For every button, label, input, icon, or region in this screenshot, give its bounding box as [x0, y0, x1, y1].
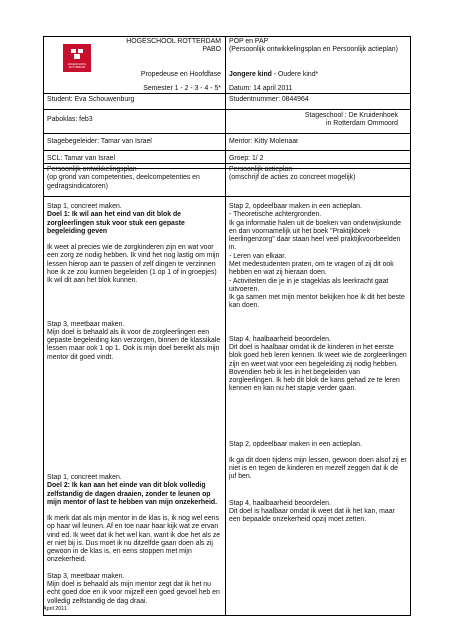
group-label: Groep: 1/ 2 — [229, 155, 264, 162]
pabo-class: Paboklas: feb3 — [44, 110, 226, 133]
header-left-cell — [44, 37, 226, 93]
right-step2b-title: Stap 2, opdeelbaar maken in een actieplan. — [229, 440, 362, 448]
jongere-kind: Jongere kind — [229, 71, 272, 78]
student-number: Studentnummer: 0844964 — [229, 96, 309, 103]
page-footer: April 2011 — [43, 606, 67, 612]
right-step2a-title: Stap 2, opdeelbaar maken in een actieplan. — [229, 203, 362, 210]
logo-text-2: ROTTERDAM — [68, 66, 86, 70]
left-step1-title: Stap 1, concreet maken. — [47, 203, 122, 210]
left-step1b-title: Stap 1, concreet maken. — [47, 473, 122, 481]
class-row — [44, 110, 410, 134]
header-row — [44, 37, 410, 94]
student-name: Student: Eva Schouwenburg — [44, 94, 226, 109]
student-row — [44, 94, 410, 110]
pop-header-title: Persoonlijk ontwikkelingsplan — [47, 166, 137, 173]
header-right-cell — [226, 37, 410, 93]
left-step3b-text: Mijn doel is behaald als mijn mentor zegt dat ik het nu echt goed doe en ik voor mijzelf een goed gevoel heb en volledig zelfstandig de dag draai. — [47, 581, 220, 605]
right-step2b-text: Ik ga dit doen tijdens mijn lessen, gewoon doen alsof zij er niet is en tegen de kinderen en mezelf zeggen dat ik de juf ben. — [229, 456, 407, 481]
internship-school — [226, 110, 410, 133]
mentor-name: Mentor: Kitty Molenaar — [229, 138, 299, 145]
logo-text-1: HOGESCHOOL — [67, 63, 87, 67]
pop-header-subtitle: (op grond van competenties, deelcompetenties en gedragsindicatoren) — [47, 174, 200, 190]
pop-line-1: POP en PAP — [229, 38, 269, 45]
left-step3a-title: Stap 3, meetbaar maken. — [47, 320, 125, 328]
supervisor-row — [44, 134, 410, 151]
header-table — [43, 36, 411, 169]
internship-school-line-2: in Rotterdam Ommoord — [326, 120, 398, 128]
oudere-kind: - Oudere kind* — [271, 71, 319, 78]
age-group-label — [229, 71, 318, 79]
date-label: Datum: 14 april 2011 — [229, 85, 293, 92]
plan-header-row — [44, 164, 410, 197]
logo-mark-icon — [69, 48, 85, 60]
school-name — [126, 38, 221, 55]
left-step3b-title: Stap 3, meetbaar maken. — [47, 572, 125, 580]
pop-body — [44, 197, 226, 615]
pop-header — [44, 164, 226, 196]
pop-title — [229, 38, 398, 55]
scl-name: SCL: Tamar van Israel — [44, 151, 226, 168]
right-step4b-title: Stap 4, haalbaarheid beoordelen. — [229, 499, 331, 507]
goal-1: Doel 1: Ik wil aan het eind van dit blok de zorgleerlingen stuk voor stuk een gepaste begeleiding geven — [47, 211, 185, 235]
internship-school-line-1: Stageschool : De Kruidenhoek — [304, 112, 398, 119]
right-step4a-title: Stap 4, haalbaarheid beoordelen. — [229, 335, 331, 343]
pop-line-2: (Persoonlijk ontwikkelingsplan en Persoonlijk actieplan) — [229, 46, 398, 54]
pap-header-subtitle: (omschrijf de acties zo concreet mogelijk) — [229, 174, 356, 182]
semester-label: Semester 1 - 2 - 3 - 4 - 5* — [143, 85, 221, 92]
pap-body — [226, 197, 410, 615]
pap-header — [226, 164, 410, 196]
left-step3a-text: Mijn doel is behaald als ik voor de zorgleerlingen een gepaste begeleiding kan verzorgen, binnen de klassikale lessen maar ook 1 op 1. Ook is mijn doel bereikt als mijn mentor dit goed vindt. — [47, 328, 221, 361]
plan-table — [43, 163, 411, 616]
school-line-2: PABO — [202, 46, 221, 54]
goal-2: Doel 2: Ik kan aan het einde van dit blok volledig zelfstandig de dagen draaien, zonder te leunen op mijn mentor of last te hebben van mijn onzekerheid. — [47, 482, 217, 506]
pap-header-title: Persoonlijk actieplan — [229, 166, 293, 173]
right-step2a-text: - Theoretische achtergronden. Ik ga informatie halen uit de boeken van onderwijskunde en dan voornamelijk uit het boek "Praktijkboek leerlingenzorg" daar staan heel veel praktijkvoorbeelden in. - Leren van elkaar. Met medestudenten praten, om te vragen of zij dit ook hebben en wat zij hieraan doen. - Activiteiten die je in je stageklas als leerkracht gaat uitvoeren. Ik ga samen met mijn mentor bekijken hoe ik dit het beste kan doen. — [229, 211, 405, 310]
right-step4a-text: Dit doel is haalbaar omdat ik de kinderen in het eerste blok goed heb leren kennen. Ik weet wie de zorgleerlingen zijn en weet wat voor een begeleiding zij nodig hebben. Bovendien heb ik les in het begeleiden van zorgleerlingen. Ik heb dit blok de kans gehad ze te leren kennen en kan nu het stapje verder gaan. — [229, 343, 407, 393]
school-logo — [63, 44, 91, 72]
school-line-1: HOGESCHOOL ROTTERDAM — [126, 38, 221, 45]
goal-2-text: Ik merk dat als mijn mentor in de klas is, ik nog wel eens op haar wil leunen. Af en toe naar haar kijk wat ze ervan vind ed. Ik weet dat ik het wel kan, want ik doe het als ze er niet bij is. Dus moet ik nu ditzelfde gaan doen als zij gewoon in de klas is, en eens stoppen met mijn onzekerheid. — [47, 515, 221, 564]
propedeuse-label: Propedeuse en Hoofdfase — [140, 71, 221, 78]
plan-body-row — [44, 197, 410, 615]
right-step4b-text: Dit doel is haalbaar omdat ik weet dat ik het kan, maar een bepaalde onzekerheid opzij moet zetten. — [229, 508, 395, 524]
internship-supervisor: Stagebegeleider: Tamar van Israel — [44, 134, 226, 150]
goal-1-text: Ik weet al precies wie de zorgkinderen zijn en wat voor een zorg ze nodig hebben. Ik vind het nog lastig om mijn lessen hierop aan te passen of zelf dingen te verzinnen hoe ik ze zou kunnen begeleiden (1 op 1 of in groepjes) Ik wil dit aan het blok kunnen. — [47, 244, 220, 285]
